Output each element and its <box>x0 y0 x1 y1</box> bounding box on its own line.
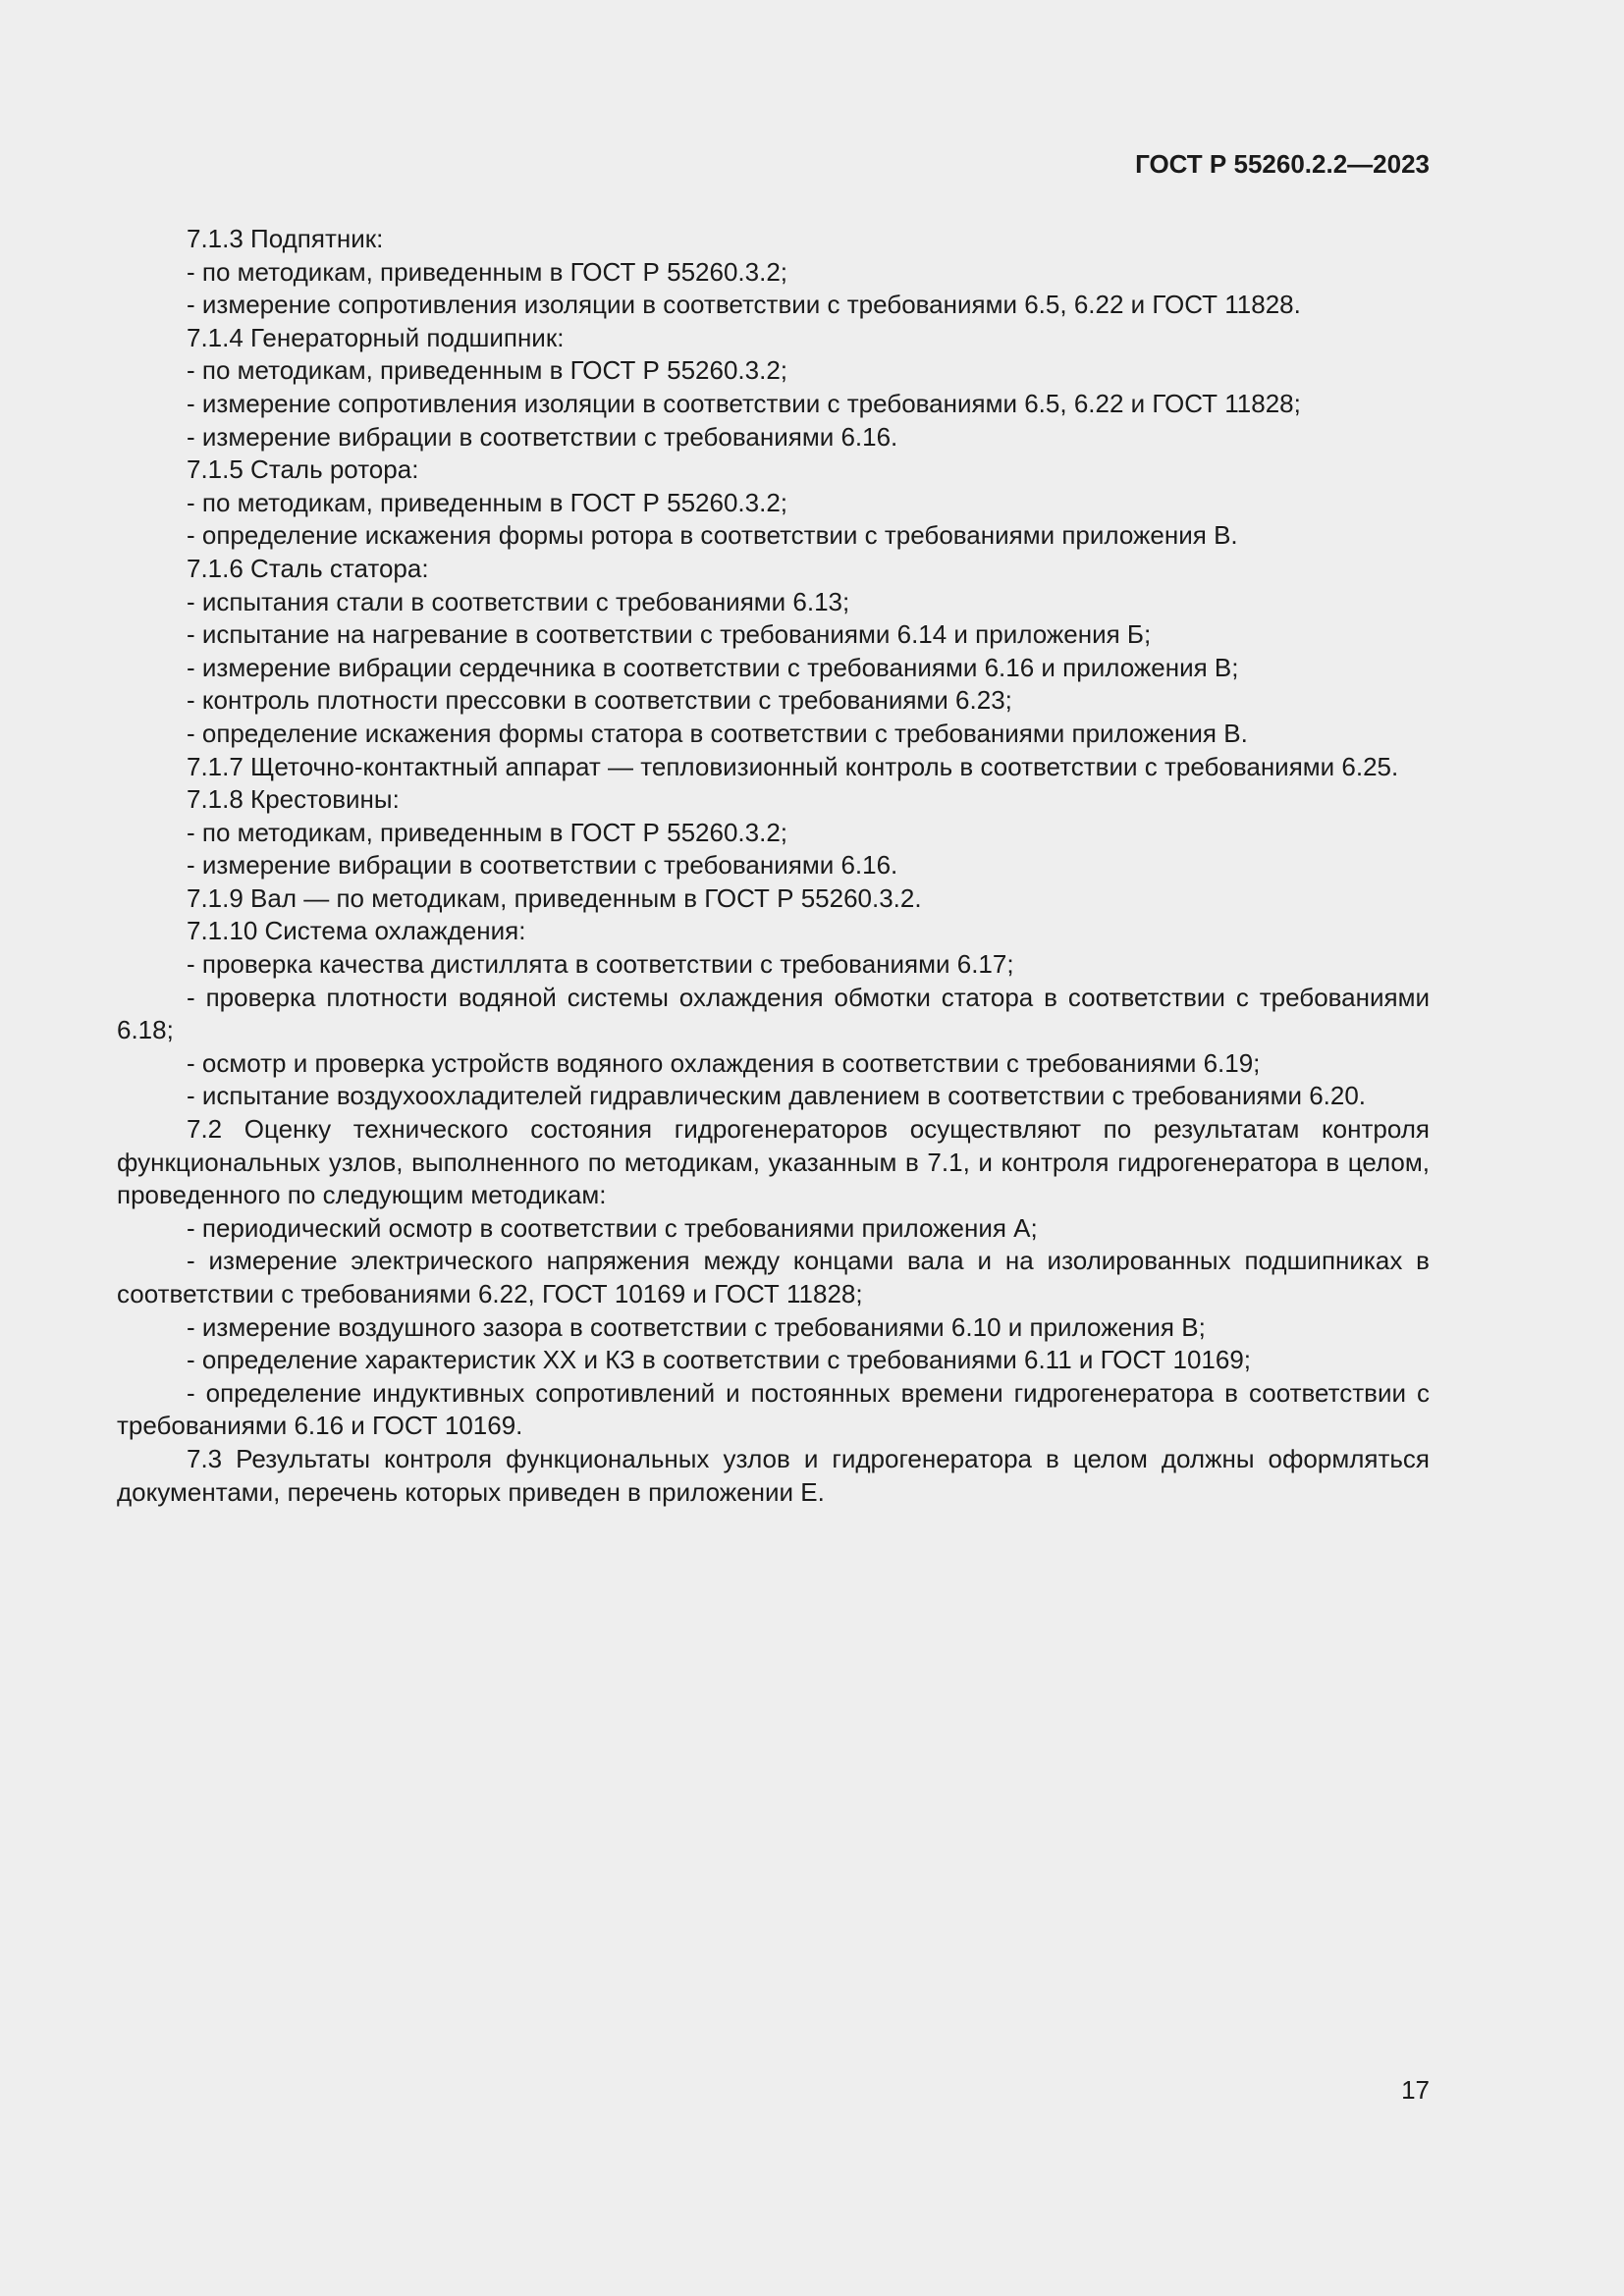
paragraph: - определение искажения формы статора в соответствии с требованиями приложения В. <box>187 718 1248 748</box>
paragraph: - по методикам, приведенным в ГОСТ Р 55260.3.2; <box>187 487 788 517</box>
paragraph: - проверка качества дистиллята в соответствии с требованиями 6.17; <box>187 949 1014 980</box>
paragraph: 7.1.8 Крестовины: <box>187 784 400 815</box>
paragraph: - измерение вибрации в соответствии с требованиями 6.16. <box>187 850 898 881</box>
paragraph: - проверка плотности водяной системы охлаждения обмотки статора в соответствии с требованиями 6.18; <box>117 982 1430 1045</box>
paragraph: 7.2 Оценку технического состояния гидрогенераторов осуществляют по результатам контроля функциональных узлов, выполненного по методикам, указанным в 7.1, и контроля гидрогенератора в целом, проведенного по следующим методикам: <box>117 1114 1430 1210</box>
paragraph: 7.1.4 Генераторный подшипник: <box>187 322 565 352</box>
document-code: ГОСТ Р 55260.2.2—2023 <box>1135 149 1430 179</box>
paragraph: 7.1.6 Сталь статора: <box>187 553 429 583</box>
paragraph: - испытание воздухоохладителей гидравлическим давлением в соответствии с требованиями 6.20. <box>187 1081 1367 1111</box>
paragraph: - измерение вибрации в соответствии с требованиями 6.16. <box>187 421 898 452</box>
paragraph: 7.1.10 Система охлаждения: <box>187 916 526 946</box>
paragraph: - по методикам, приведенным в ГОСТ Р 55260.3.2; <box>187 355 788 386</box>
paragraph: - испытание на нагревание в соответствии с требованиями 6.14 и приложения Б; <box>187 619 1152 650</box>
paragraph: - определение искажения формы ротора в соответствии с требованиями приложения В. <box>187 520 1238 551</box>
paragraph: - измерение электрического напряжения между концами вала и на изолированных подшипниках в соответствии с требованиями 6.22, ГОСТ 10169 и ГОСТ 11828; <box>117 1246 1430 1308</box>
paragraph: - измерение воздушного зазора в соответствии с требованиями 6.10 и приложения В; <box>187 1311 1206 1342</box>
paragraph: - испытания стали в соответствии с требованиями 6.13; <box>187 586 850 616</box>
paragraph: - определение характеристик ХХ и КЗ в соответствии с требованиями 6.11 и ГОСТ 10169; <box>187 1345 1252 1375</box>
paragraph: - измерение сопротивления изоляции в соответствии с требованиями 6.5, 6.22 и ГОСТ 11828. <box>187 290 1301 320</box>
paragraph: - осмотр и проверка устройств водяного охлаждения в соответствии с требованиями 6.19; <box>187 1047 1261 1078</box>
paragraph: 7.1.5 Сталь ротора: <box>187 454 419 485</box>
paragraph: 7.1.7 Щеточно-контактный аппарат — тепловизионный контроль в соответствии с требованиями 6.25. <box>187 751 1399 781</box>
paragraph: 7.3 Результаты контроля функциональных узлов и гидрогенератора в целом должны оформляться документами, перечень которых приведен в приложении Е. <box>117 1443 1430 1507</box>
paragraph: - по методикам, приведенным в ГОСТ Р 55260.3.2; <box>187 256 788 287</box>
paragraph: 7.1.9 Вал — по методикам, приведенным в ГОСТ Р 55260.3.2. <box>187 882 922 913</box>
page-number: 17 <box>1401 2075 1430 2105</box>
paragraph: - контроль плотности прессовки в соответствии с требованиями 6.23; <box>187 685 1012 716</box>
paragraph: 7.1.3 Подпятник: <box>187 224 384 253</box>
paragraph: - измерение вибрации сердечника в соответствии с требованиями 6.16 и приложения В; <box>187 652 1239 682</box>
paragraph: - определение индуктивных сопротивлений и постоянных времени гидрогенератора в соответствии с требованиями 6.16 и ГОСТ 10169. <box>117 1377 1430 1441</box>
document-header <box>117 147 1430 181</box>
paragraph: - периодический осмотр в соответствии с требованиями приложения А; <box>187 1212 1038 1243</box>
document-body <box>117 223 1430 1509</box>
paragraph: - по методикам, приведенным в ГОСТ Р 55260.3.2; <box>187 817 788 847</box>
paragraph: - измерение сопротивления изоляции в соответствии с требованиями 6.5, 6.22 и ГОСТ 11828; <box>187 388 1301 418</box>
